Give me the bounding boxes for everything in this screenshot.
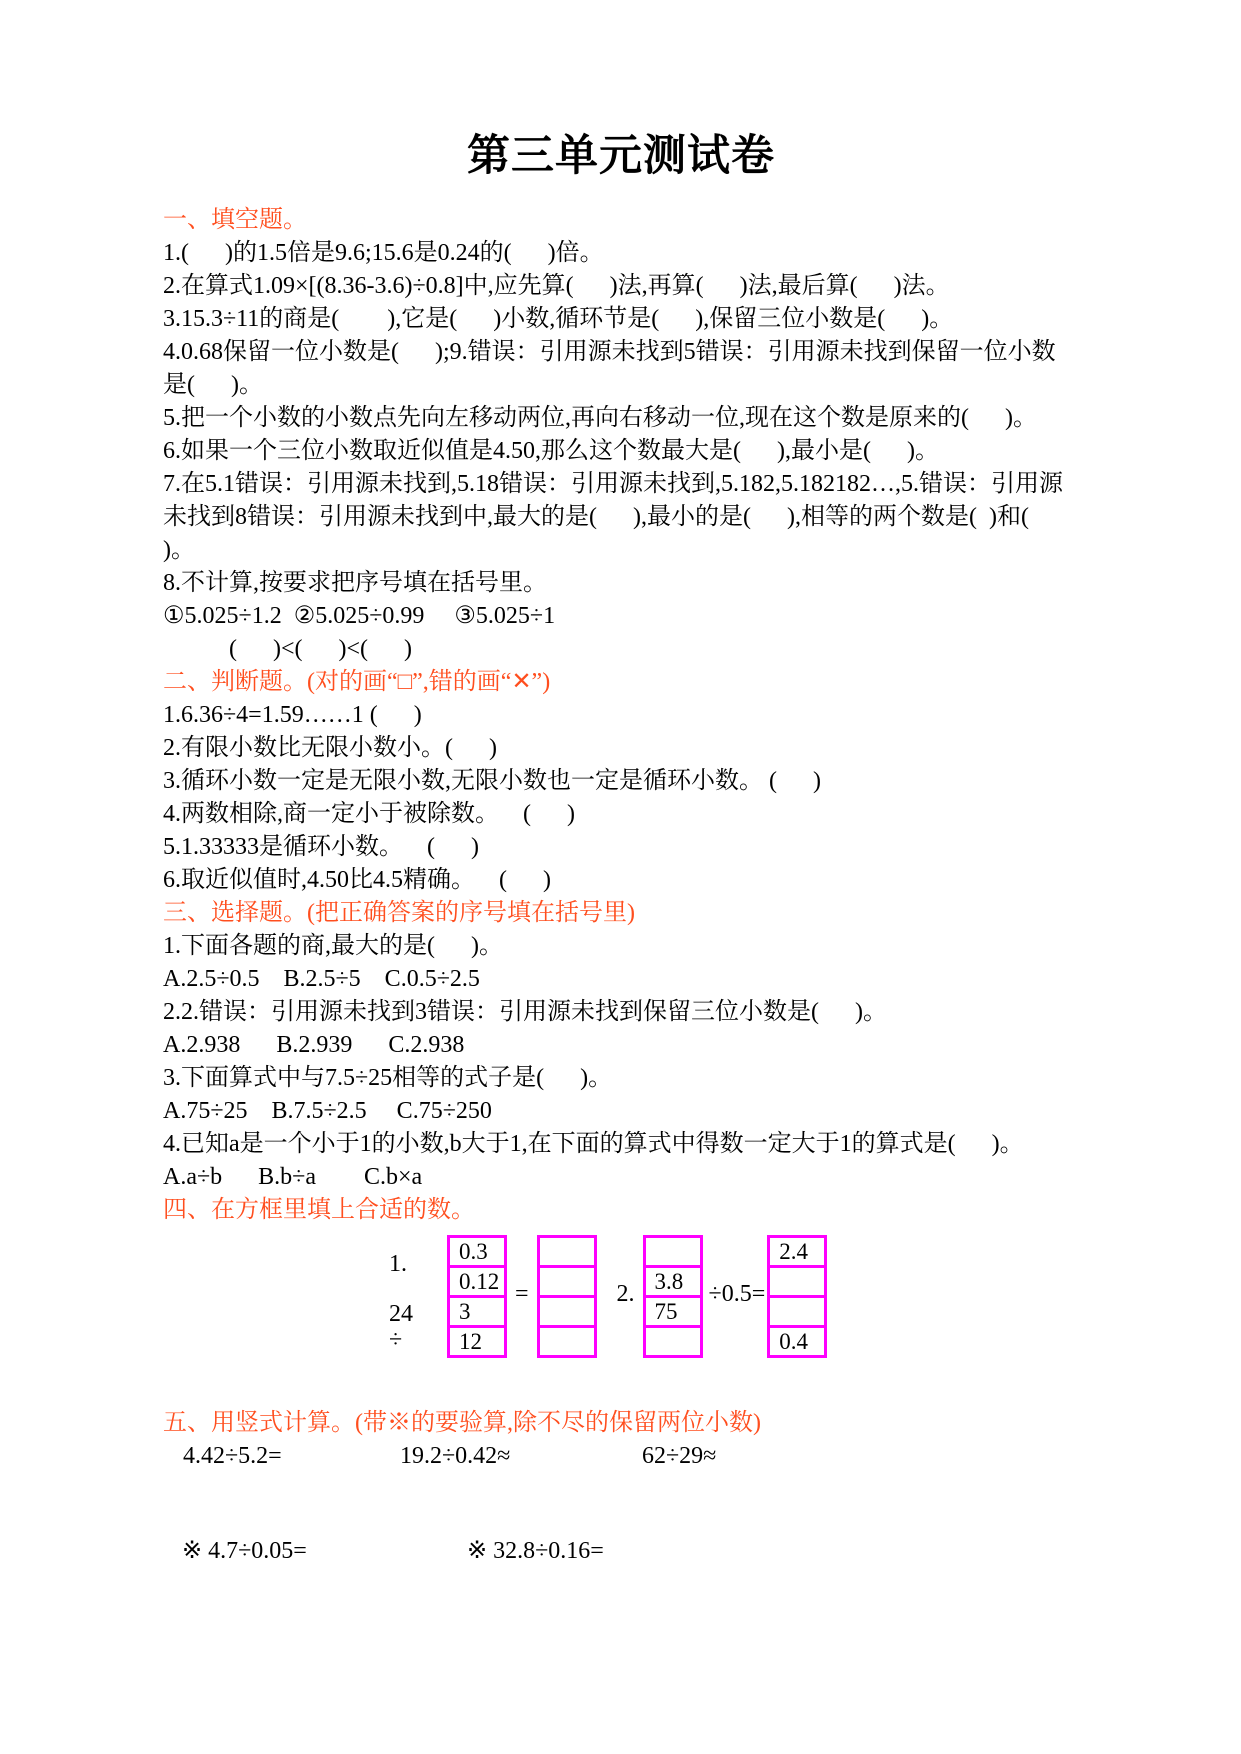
choice-q4-options: A.a÷b B.b÷a C.b×a <box>163 1164 423 1190</box>
fill-blank-q5: 5.把一个小数的小数点先向左移动两位,再向右移动一位,现在这个数是原来的( )。 <box>163 405 1037 431</box>
box-cell-blank <box>770 1295 824 1325</box>
choice-q3: 3.下面算式中与7.5÷25相等的式子是( )。 <box>163 1065 613 1091</box>
page-content <box>163 126 1079 1568</box>
fill-blank-q8-options: ①5.025÷1.2 ②5.025÷0.99 ③5.025÷1 <box>163 603 556 629</box>
choice-q2-options: A.2.938 B.2.939 C.2.938 <box>163 1032 465 1058</box>
section-vertical-calc <box>163 1407 1079 1568</box>
fill-blank-q8: 8.不计算,按要求把序号填在括号里。 <box>163 570 547 596</box>
box-cell-blank <box>646 1325 700 1355</box>
box-cell: 12 <box>450 1325 504 1355</box>
result-boxes-column <box>767 1235 827 1358</box>
answer-boxes-column <box>537 1235 597 1358</box>
fill-blank-q2: 2.在算式1.09×[(8.36-3.6)÷0.8]中,应先算( )法,再算( )法,最后算( )法。 <box>163 273 950 299</box>
section-boxes <box>163 1194 1079 1367</box>
box-cell: 3.8 <box>646 1265 700 1295</box>
divide-05-equals: ÷0.5= <box>708 1281 766 1307</box>
judgement-item: 4.两数相除,商一定小于被除数。 ( ) <box>163 801 575 827</box>
choice-q2: 2.2.错误：引用源未找到3错误：引用源未找到保留三位小数是( )。 <box>163 999 887 1025</box>
choice-q1-options: A.2.5÷0.5 B.2.5÷5 C.0.5÷2.5 <box>163 966 480 992</box>
box-cell: 3 <box>450 1295 504 1325</box>
box-cell-blank <box>646 1238 700 1265</box>
section2-heading: 二、判断题。(对的画“□”,错的画“✕”) <box>163 669 551 695</box>
judgement-item: 1.6.36÷4=1.59……1 ( ) <box>163 702 422 728</box>
problem2-number: 2. <box>616 1281 635 1307</box>
section1-heading: 一、填空题。 <box>163 207 307 233</box>
box-cell: 2.4 <box>779 1238 809 1264</box>
fill-blank-q1: 1.( )的1.5倍是9.6;15.6是0.24的( )倍。 <box>163 240 604 266</box>
box-cell-blank <box>540 1238 594 1265</box>
boxes-diagram <box>389 1235 1079 1367</box>
fill-blank-q7: 7.在5.1错误：引用源未找到,5.18错误：引用源未找到,5.182,5.182182…,5.错误：引用源未找到8错误：引用源未找到中,最大的是( ),最小的是( ),相等的两个数是( )和( )。 <box>163 471 1065 563</box>
divisor-boxes-column <box>447 1235 507 1358</box>
calc-row-1 <box>163 1440 1079 1473</box>
problem1-labels <box>389 1235 429 1353</box>
equals-sign: = <box>515 1281 529 1307</box>
judgement-item: 6.取近似值时,4.50比4.5精确。 ( ) <box>163 867 551 893</box>
choice-q4: 4.已知a是一个小于1的小数,b大于1,在下面的算式中得数一定大于1的算式是( )。 <box>163 1131 1024 1157</box>
box-cell: 0.12 <box>450 1265 504 1295</box>
fill-blank-q6: 6.如果一个三位小数取近似值是4.50,那么这个数最大是( ),最小是( )。 <box>163 438 939 464</box>
page-title: 第三单元测试卷 <box>467 133 775 180</box>
choice-q3-options: A.75÷25 B.7.5÷2.5 C.75÷250 <box>163 1098 492 1124</box>
choice-q1: 1.下面各题的商,最大的是( )。 <box>163 933 503 959</box>
fill-blank-q4: 4.0.68保留一位小数是( );9.错误：引用源未找到5错误：引用源未找到保留一位小数是( )。 <box>163 339 1056 398</box>
box-cell-blank <box>540 1265 594 1295</box>
divide-sign: ÷ <box>389 1327 403 1353</box>
judgement-item: 5.1.33333是循环小数。 ( ) <box>163 834 479 860</box>
box-cell-blank <box>540 1295 594 1325</box>
section5-heading: 五、用竖式计算。(带※的要验算,除不尽的保留两位小数) <box>163 1410 761 1436</box>
box-cell-blank <box>540 1325 594 1355</box>
dividend-boxes-column <box>643 1235 703 1358</box>
section-fill-blanks <box>163 204 1079 666</box>
box-cell: 75 <box>646 1295 700 1325</box>
calc-expression-check: ※ 32.8÷0.16= <box>467 1538 604 1564</box>
section-choice <box>163 897 1079 1194</box>
section3-heading: 三、选择题。(把正确答案的序号填在括号里) <box>163 900 635 926</box>
box-cell: 0.4 <box>770 1325 824 1355</box>
fill-blank-q8-compare: ( )<( )<( ) <box>229 636 413 662</box>
calc-expression: 62÷29≈ <box>642 1443 717 1469</box>
judgement-item: 3.循环小数一定是无限小数,无限小数也一定是循环小数。 ( ) <box>163 768 821 794</box>
calc-row-2 <box>163 1535 1079 1568</box>
judgement-item: 2.有限小数比无限小数小。( ) <box>163 735 497 761</box>
problem1-number: 1. <box>389 1251 407 1277</box>
section4-heading: 四、在方框里填上合适的数。 <box>163 1197 475 1223</box>
box-cell: 0.3 <box>459 1238 488 1264</box>
calc-expression: 19.2÷0.42≈ <box>400 1443 511 1469</box>
problem1-dividend: 24 <box>389 1301 413 1327</box>
calc-expression-check: ※ 4.7÷0.05= <box>182 1538 307 1564</box>
box-cell-blank <box>770 1265 824 1295</box>
fill-blank-q3: 3.15.3÷11的商是( ),它是( )小数,循环节是( ),保留三位小数是( )。 <box>163 306 954 332</box>
calc-expression: 4.42÷5.2= <box>183 1443 282 1469</box>
section-judgement <box>163 666 1079 897</box>
